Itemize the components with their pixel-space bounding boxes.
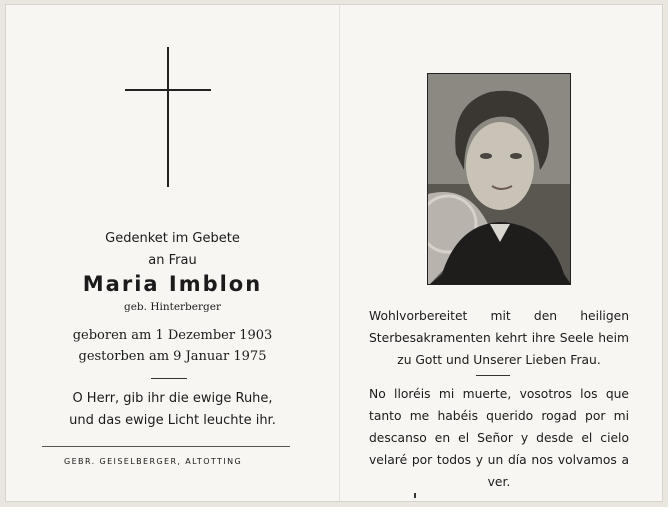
prayer-line-2: und das ewige Licht leuchte ihr. [69,413,276,428]
header-text: Gedenket im Gebete [105,231,240,246]
right-divider [476,375,510,376]
prayer-line-1: O Herr, gib ihr die ewige Ruhe, [72,391,273,406]
salutation-text: an Frau [148,253,197,268]
paragraph-spanish: No lloréis mi muerte, vosotros los que tanto me habéis querido rogad por mi descanso en el Señor y desde el cielo velaré por todos y un día nos volvamos a ver. [369,387,629,489]
maiden-name: geb. Hinterberger [124,301,221,313]
paragraph-sacraments: Wohlvorbereitet mit den heiligen Sterbesakramenten kehrt ihre Seele heim zu Gott und Unserer Lieben Frau. [369,309,629,367]
birth-date: geboren am 1 Dezember 1903 [72,328,273,343]
short-divider [151,378,187,379]
deceased-name: Maria Imblon [82,272,263,296]
cross-icon-bar [125,89,211,91]
memorial-card [5,4,663,502]
printer-credit: GEBR. GEISELBERGER, ALTOTTING [64,457,243,466]
death-date: gestorben am 9 Januar 1975 [78,349,267,364]
portrait-image [428,74,571,285]
cross-icon [167,47,169,187]
page-mark [414,493,416,498]
portrait-photo [427,73,571,285]
footer-divider [42,446,290,447]
card-fold-line [339,5,340,501]
